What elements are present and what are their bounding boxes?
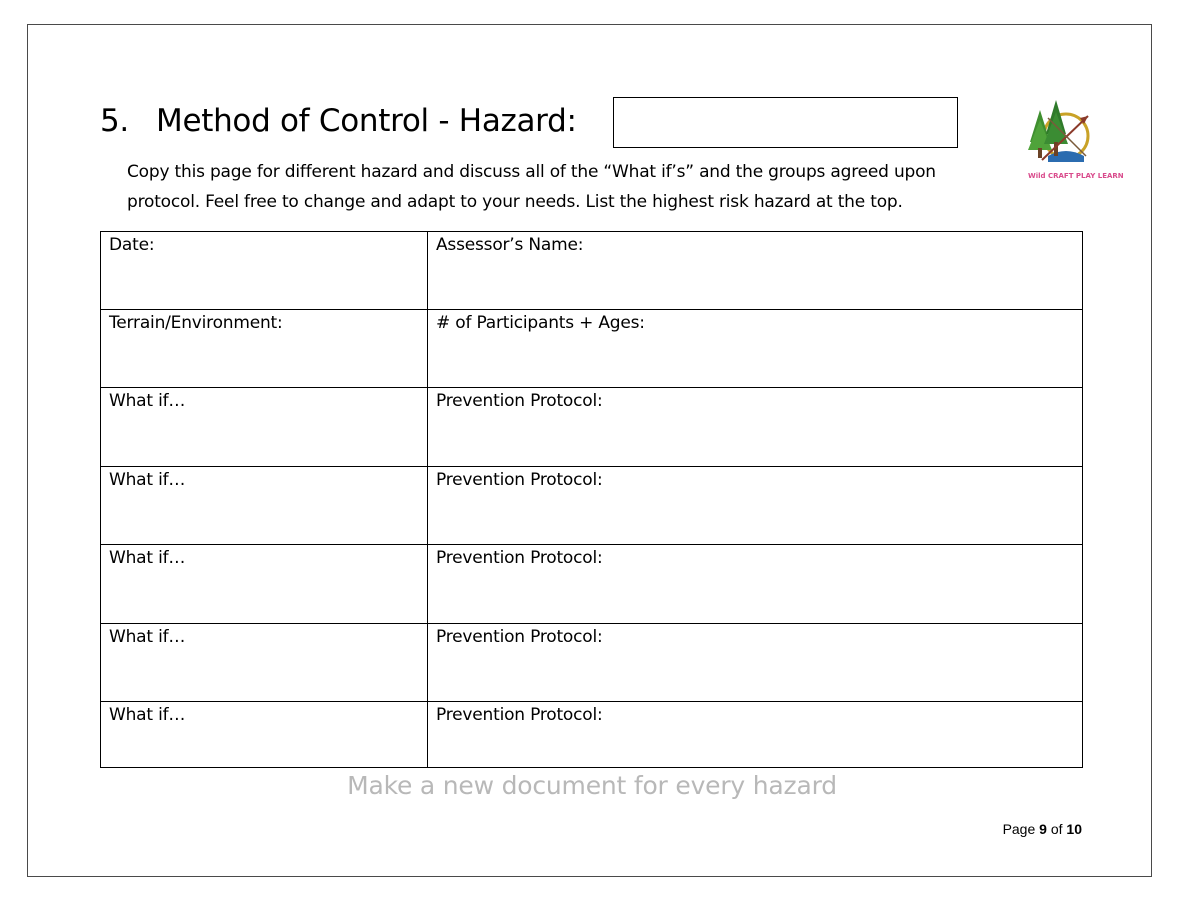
what-if-cell[interactable]: What if… <box>101 702 428 768</box>
section-number: 5. <box>100 103 129 139</box>
table-row <box>101 545 1083 624</box>
instructions-line: Copy this page for different hazard and discuss all of the “What if’s” and the groups agreed upon <box>127 162 936 182</box>
footer-note: Make a new document for every hazard <box>347 771 837 800</box>
page-of: of <box>1050 821 1063 837</box>
terrain-environment-cell[interactable]: Terrain/Environment: <box>101 310 428 388</box>
table-row <box>101 624 1083 702</box>
prevention-protocol-cell[interactable]: Prevention Protocol: <box>428 467 1083 545</box>
what-if-cell[interactable]: What if… <box>101 467 428 545</box>
table-row <box>101 388 1083 467</box>
participants-ages-cell[interactable]: # of Participants + Ages: <box>428 310 1083 388</box>
table-row <box>101 702 1083 768</box>
logo-wordmark: Wild CRAFT PLAY LEARN <box>1028 172 1124 180</box>
what-if-cell[interactable]: What if… <box>101 545 428 624</box>
prevention-protocol-cell[interactable]: Prevention Protocol: <box>428 545 1083 624</box>
instructions-paragraph <box>127 157 987 217</box>
assessor-name-cell[interactable]: Assessor’s Name: <box>428 232 1083 310</box>
what-if-cell[interactable]: What if… <box>101 624 428 702</box>
hazard-assessment-table <box>100 231 1083 768</box>
prevention-protocol-cell[interactable]: Prevention Protocol: <box>428 624 1083 702</box>
table-row <box>101 232 1083 310</box>
date-cell[interactable]: Date: <box>101 232 428 310</box>
page-word: Page <box>1002 821 1036 837</box>
prevention-protocol-cell[interactable]: Prevention Protocol: <box>428 388 1083 467</box>
prevention-protocol-cell[interactable]: Prevention Protocol: <box>428 702 1083 768</box>
table-row <box>101 310 1083 388</box>
wild-craft-play-learn-logo <box>1022 98 1124 182</box>
page-current: 9 <box>1039 821 1047 837</box>
hazard-input-box[interactable] <box>613 97 958 148</box>
section-heading <box>100 98 577 144</box>
page-total: 10 <box>1066 821 1082 837</box>
instructions-line: protocol. Feel free to change and adapt to your needs. List the highest risk hazard at the top. <box>127 192 903 212</box>
table-row <box>101 467 1083 545</box>
what-if-cell[interactable]: What if… <box>101 388 428 467</box>
page-number <box>1003 821 1082 837</box>
section-title: Method of Control - Hazard: <box>156 103 577 139</box>
